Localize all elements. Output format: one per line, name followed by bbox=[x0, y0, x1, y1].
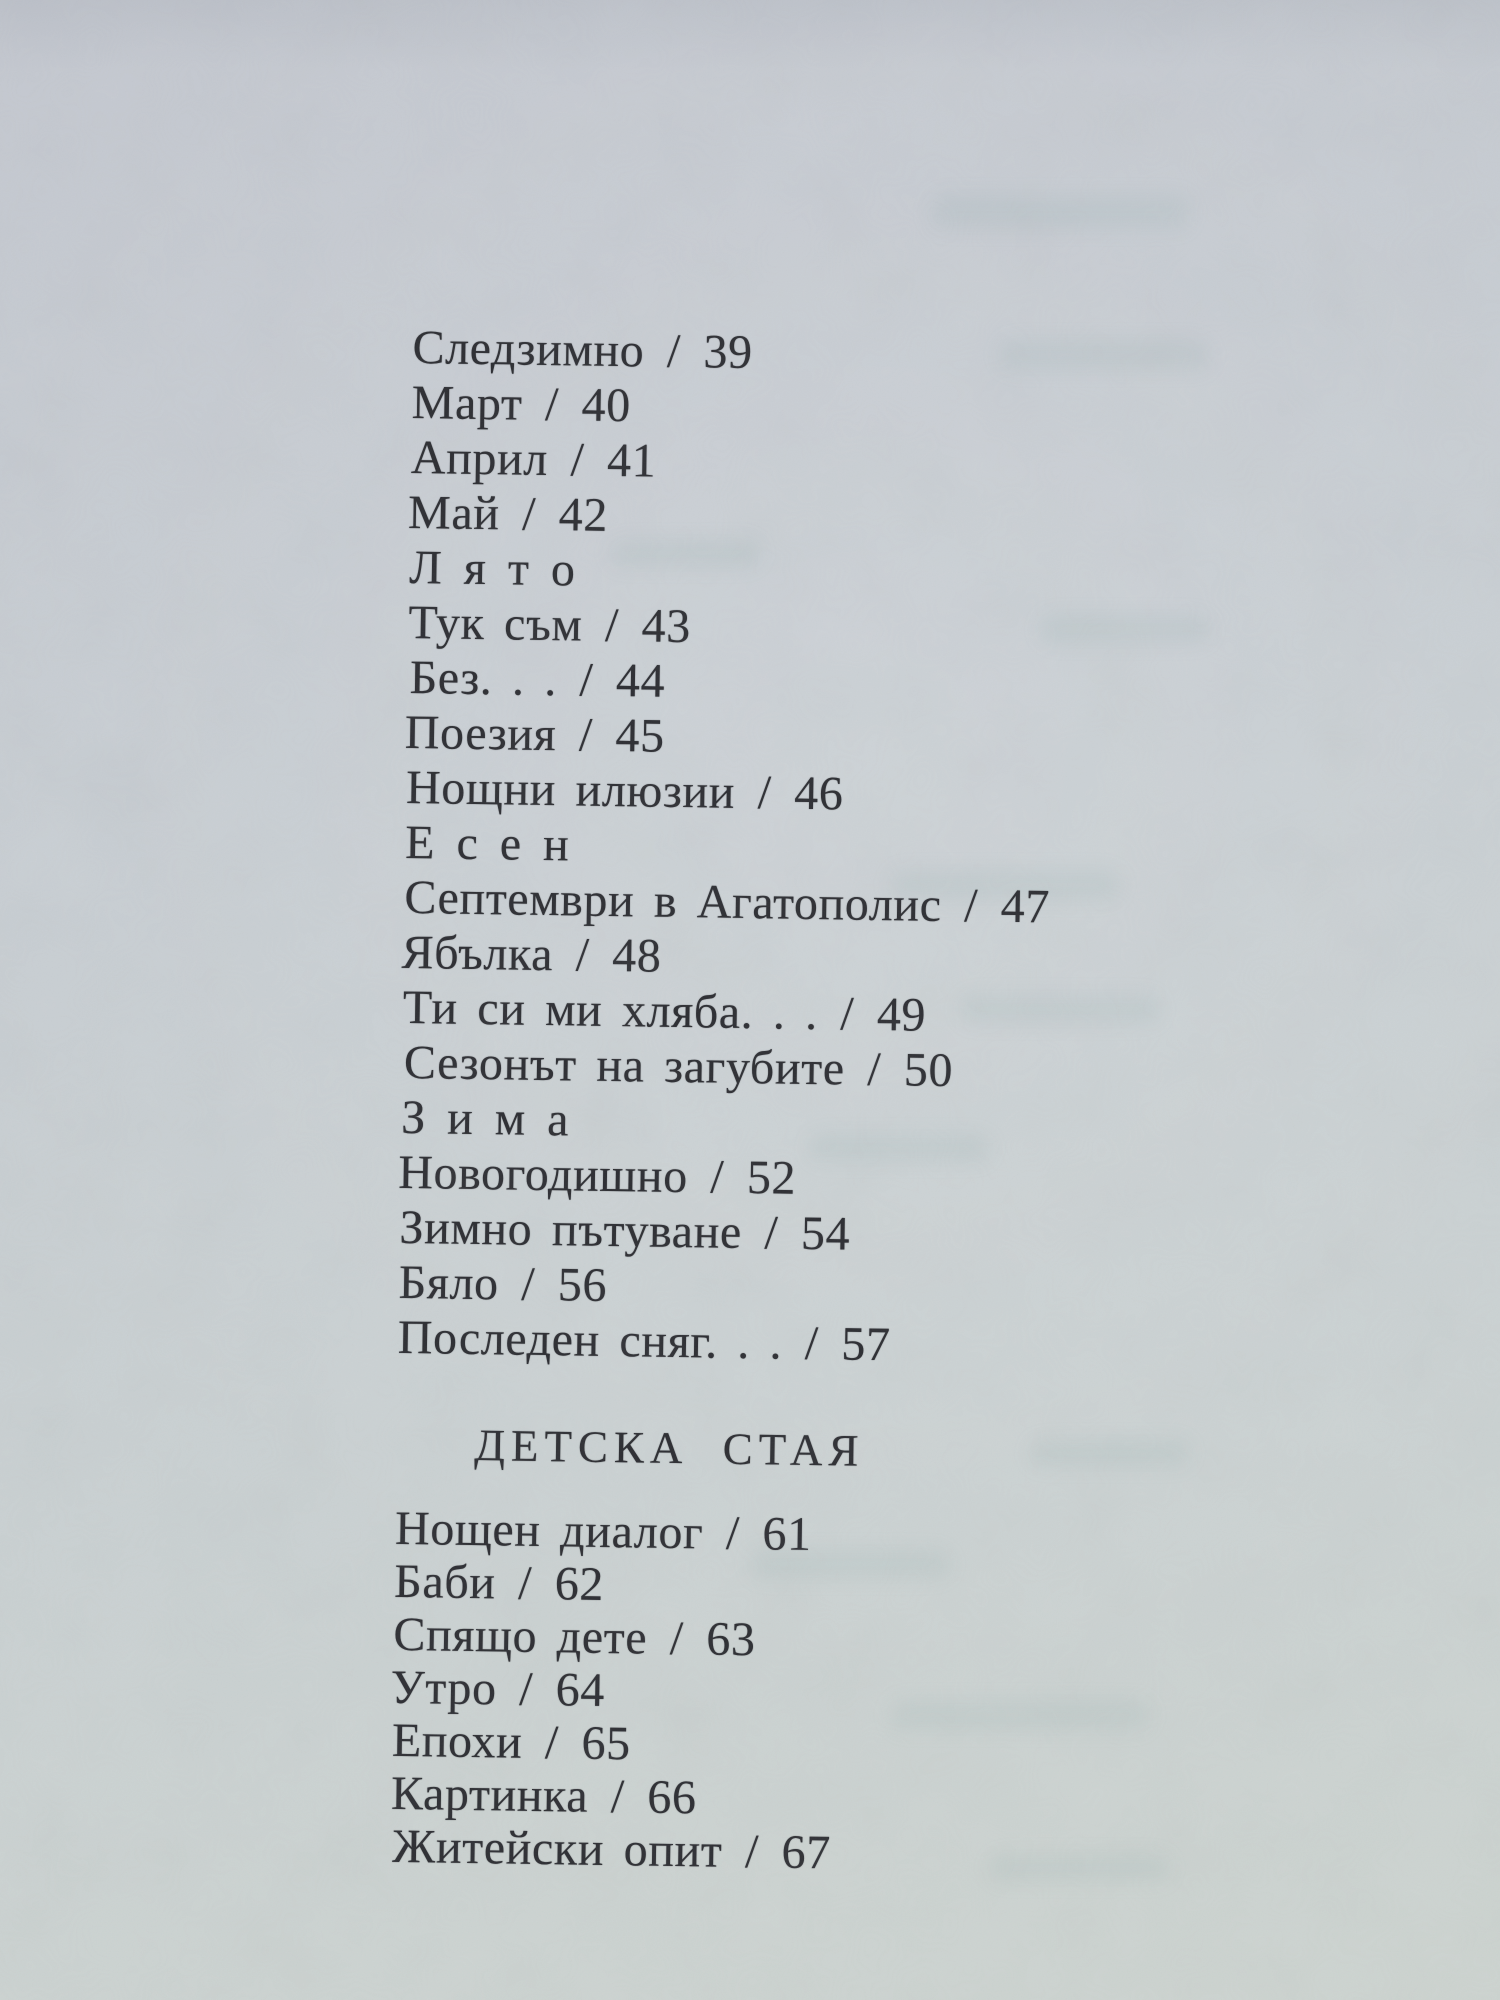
entry-page-number: 48 bbox=[611, 929, 662, 983]
entry-separator: / bbox=[498, 1556, 553, 1611]
ink-showthrough-smudge bbox=[930, 195, 1190, 229]
entry-separator: / bbox=[944, 878, 999, 933]
entry-separator: / bbox=[646, 324, 701, 379]
entry-title: Май bbox=[407, 485, 501, 541]
entry-page-number: 57 bbox=[840, 1317, 891, 1372]
entry-separator: / bbox=[499, 1662, 554, 1717]
ink-showthrough-smudge bbox=[1030, 1440, 1190, 1466]
entry-page-number: 54 bbox=[800, 1206, 851, 1261]
entry-title: Последен сняг. . . bbox=[397, 1310, 783, 1370]
entry-separator: / bbox=[744, 1206, 799, 1260]
entry-title: Е с е н bbox=[404, 815, 571, 872]
entry-page-number: 43 bbox=[641, 599, 692, 654]
toc-entry bbox=[397, 1310, 1043, 1375]
toc-entry bbox=[404, 1035, 1050, 1100]
entry-page-number: 50 bbox=[903, 1043, 954, 1098]
entry-separator: / bbox=[559, 653, 614, 708]
entry-title: Сезонът на загубите bbox=[403, 1035, 846, 1096]
entry-title: Поезия bbox=[404, 705, 557, 762]
toc-entry bbox=[391, 1767, 1037, 1830]
entry-separator: / bbox=[550, 433, 605, 487]
entry-page-number: 62 bbox=[554, 1557, 605, 1611]
toc-entry bbox=[411, 430, 1057, 495]
entry-page-number: 46 bbox=[793, 766, 844, 821]
toc-entry bbox=[399, 1200, 1045, 1265]
entry-title: Нощен диалог bbox=[394, 1501, 704, 1560]
toc-group-seasons bbox=[397, 320, 1058, 1374]
table-of-contents bbox=[390, 320, 1059, 1882]
toc-entry bbox=[395, 1502, 1041, 1565]
entry-separator: / bbox=[784, 1316, 839, 1371]
toc-entry bbox=[392, 1820, 1038, 1883]
toc-entry bbox=[398, 1145, 1044, 1210]
toc-entry bbox=[408, 595, 1054, 660]
entry-page-number: 44 bbox=[615, 654, 666, 708]
entry-separator: / bbox=[725, 1824, 779, 1879]
entry-page-number: 42 bbox=[558, 488, 609, 542]
entry-separator: / bbox=[501, 1257, 556, 1312]
entry-title: Март bbox=[411, 375, 523, 431]
entry-page-number: 39 bbox=[703, 325, 754, 380]
entry-separator: / bbox=[737, 765, 792, 820]
entry-page-number: 65 bbox=[581, 1716, 632, 1771]
toc-entry bbox=[408, 485, 1054, 550]
entry-separator: / bbox=[649, 1611, 704, 1666]
toc-entry bbox=[406, 760, 1052, 825]
toc-entry bbox=[404, 705, 1050, 770]
entry-page-number: 41 bbox=[606, 433, 657, 488]
entry-page-number: 56 bbox=[557, 1258, 608, 1312]
entry-separator: / bbox=[502, 487, 557, 542]
entry-title: Картинка bbox=[390, 1766, 589, 1823]
toc-entry bbox=[390, 1661, 1036, 1724]
toc-entry bbox=[394, 1555, 1040, 1618]
entry-page-number: 66 bbox=[646, 1770, 697, 1825]
entry-title: Новогодишно bbox=[397, 1145, 689, 1204]
toc-entry bbox=[404, 870, 1050, 935]
season-heading bbox=[409, 540, 1055, 605]
entry-separator: / bbox=[590, 1769, 645, 1824]
season-heading bbox=[401, 1090, 1047, 1155]
toc-entry bbox=[411, 375, 1057, 440]
toc-entry bbox=[401, 925, 1047, 990]
entry-separator: / bbox=[705, 1506, 760, 1561]
entry-page-number: 49 bbox=[876, 987, 927, 1042]
entry-page-number: 63 bbox=[705, 1612, 756, 1667]
entry-title: Без. . . bbox=[409, 650, 558, 707]
toc-entry bbox=[409, 650, 1055, 715]
toc-group-detska-staya bbox=[390, 1502, 1041, 1883]
entry-page-number: 47 bbox=[1000, 879, 1051, 934]
entry-page-number: 45 bbox=[615, 709, 666, 763]
section-heading-detska-staya: ДЕТСКА СТАЯ bbox=[473, 1420, 865, 1476]
entry-page-number: 67 bbox=[781, 1825, 832, 1880]
entry-title: Епохи bbox=[391, 1713, 523, 1769]
entry-title: З и м а bbox=[400, 1090, 571, 1147]
toc-entry bbox=[402, 980, 1048, 1045]
entry-title: Ти си ми хляба. . . bbox=[402, 980, 819, 1041]
season-heading bbox=[405, 815, 1051, 880]
entry-title: Нощни илюзии bbox=[405, 760, 736, 819]
toc-entry bbox=[398, 1255, 1044, 1320]
entry-title: Утро bbox=[390, 1660, 498, 1716]
entry-page-number: 64 bbox=[555, 1663, 606, 1717]
entry-separator: / bbox=[690, 1150, 745, 1205]
entry-title: Житейски опит bbox=[391, 1819, 723, 1878]
entry-page-number: 52 bbox=[746, 1151, 797, 1205]
entry-separator: / bbox=[555, 928, 610, 982]
entry-title: Баби bbox=[393, 1554, 497, 1610]
ink-showthrough-smudge bbox=[1040, 615, 1210, 643]
entry-separator: / bbox=[525, 377, 580, 432]
entry-separator: / bbox=[525, 1715, 579, 1770]
entry-separator: / bbox=[558, 708, 613, 763]
entry-title: Спящо дете bbox=[393, 1607, 648, 1665]
entry-page-number: 61 bbox=[762, 1507, 813, 1562]
toc-entry bbox=[393, 1608, 1039, 1671]
entry-title: Бяло bbox=[398, 1255, 500, 1311]
entry-separator: / bbox=[847, 1042, 902, 1097]
entry-separator: / bbox=[585, 598, 639, 653]
entry-title: Ябълка bbox=[401, 925, 554, 982]
entry-title: Следзимно bbox=[412, 320, 645, 378]
entry-title: Тук съм bbox=[408, 595, 583, 652]
entry-title: Април bbox=[410, 430, 549, 487]
entry-title: Септември в Агатополис bbox=[404, 870, 943, 932]
toc-entry bbox=[392, 1714, 1038, 1777]
entry-page-number: 40 bbox=[581, 378, 632, 433]
entry-separator: / bbox=[820, 987, 875, 1041]
entry-title: Зимно пътуване bbox=[399, 1200, 743, 1259]
entry-title: Л я т о bbox=[408, 540, 577, 597]
toc-entry bbox=[412, 320, 1058, 385]
